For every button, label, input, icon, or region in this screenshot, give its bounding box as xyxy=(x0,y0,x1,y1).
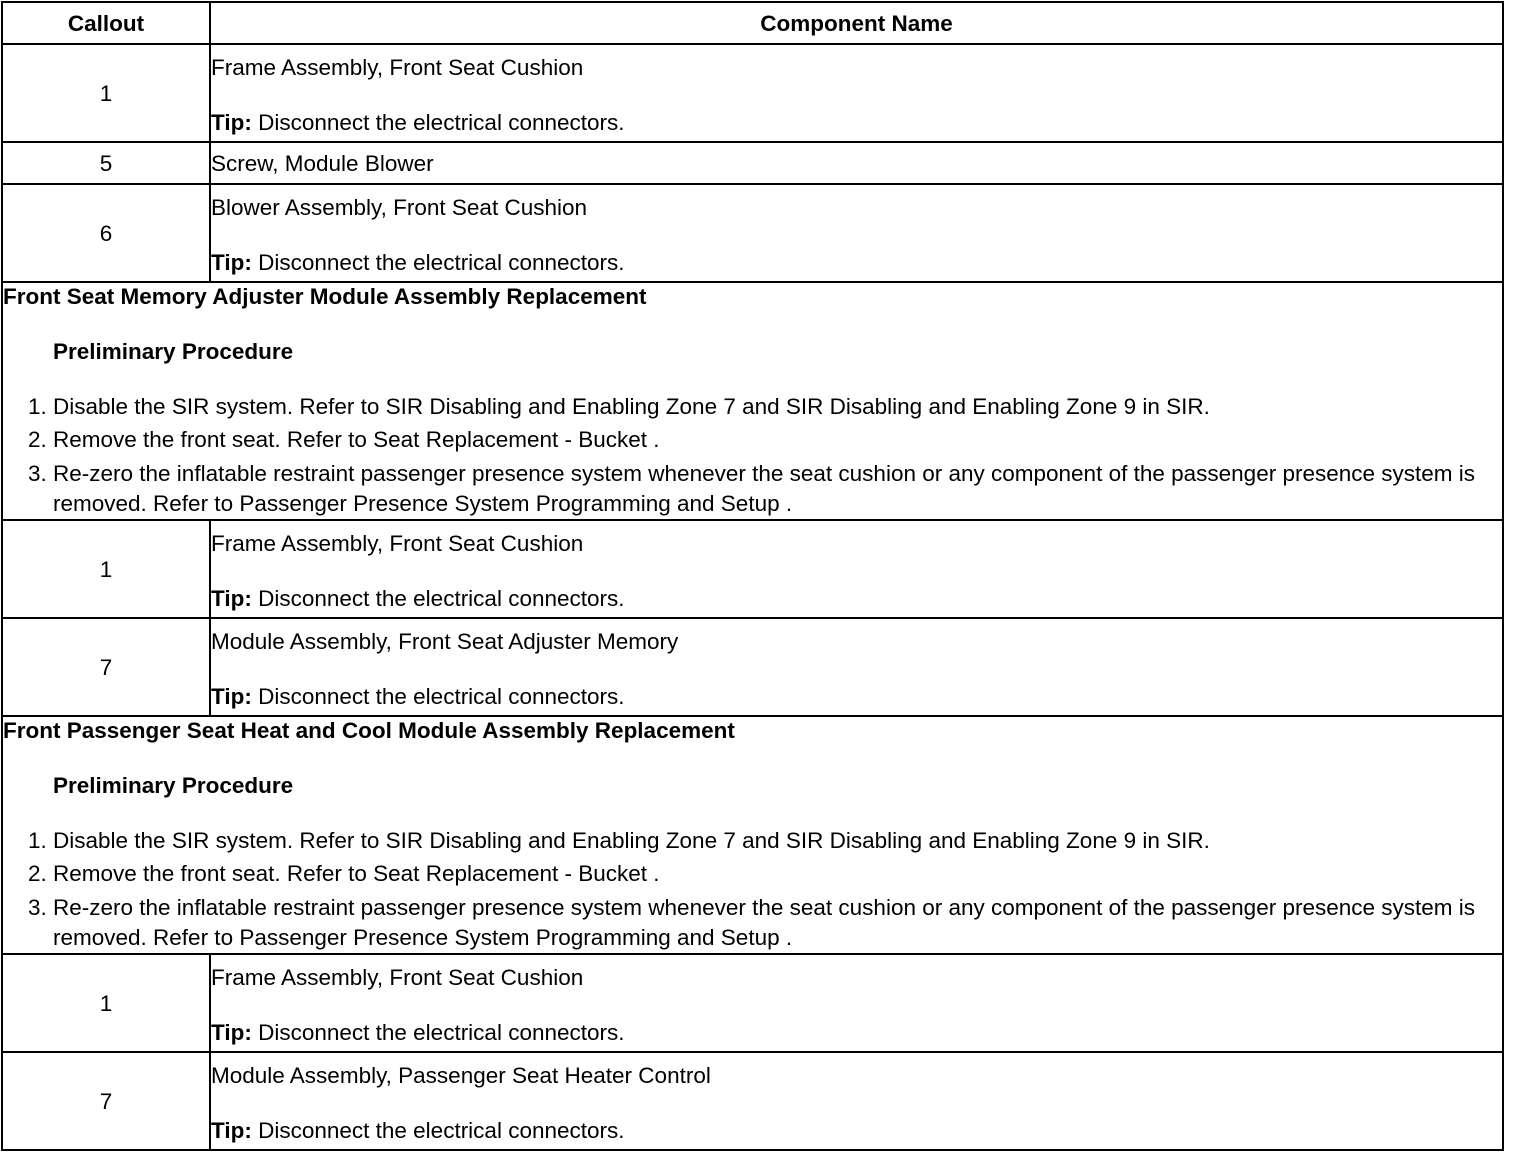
callout-cell: 7 xyxy=(2,1052,210,1150)
tip-text xyxy=(211,249,1502,276)
procedure-steps xyxy=(3,827,1502,953)
section-title: Front Passenger Seat Heat and Cool Module Assembly Replacement xyxy=(3,718,735,743)
component-cell xyxy=(210,184,1503,282)
callout-cell: 1 xyxy=(2,954,210,1052)
callout-cell: 6 xyxy=(2,184,210,282)
component-cell xyxy=(210,44,1503,142)
tip-text xyxy=(211,1117,1502,1144)
component-cell xyxy=(210,1052,1503,1150)
procedure-step: 2. Remove the front seat. Refer to Seat Replacement - Bucket . xyxy=(53,860,1502,887)
tip-label: Tip: xyxy=(211,110,252,135)
callout-cell: 5 xyxy=(2,142,210,184)
component-name: Module Assembly, Passenger Seat Heater Control xyxy=(211,1063,711,1088)
section-row xyxy=(2,716,1503,954)
section-row xyxy=(2,282,1503,520)
procedure-step: 1. Disable the SIR system. Refer to SIR Disabling and Enabling Zone 7 and SIR Disabling and Enabling Zone 9 in SIR. xyxy=(53,393,1502,420)
component-name: Frame Assembly, Front Seat Cushion xyxy=(211,55,584,80)
table-row xyxy=(2,954,1503,1052)
tip-body: Disconnect the electrical connectors. xyxy=(251,586,625,611)
table-row xyxy=(2,1052,1503,1150)
table-row xyxy=(2,184,1503,282)
tip-label: Tip: xyxy=(211,684,252,709)
table-row xyxy=(2,520,1503,618)
tip-body: Disconnect the electrical connectors. xyxy=(251,1118,625,1143)
procedure-step: 3. Re-zero the inflatable restraint passenger presence system whenever the seat cushion or any component of the passenger presence system is removed. Refer to Passenger Presence System Programming and Setup . xyxy=(53,459,1502,519)
component-name: Module Assembly, Front Seat Adjuster Memory xyxy=(211,629,679,654)
tip-label: Tip: xyxy=(211,250,252,275)
component-cell xyxy=(210,954,1503,1052)
section-title: Front Seat Memory Adjuster Module Assembly Replacement xyxy=(3,284,647,309)
procedure-section xyxy=(2,282,1503,520)
tip-body: Disconnect the electrical connectors. xyxy=(251,110,625,135)
component-cell xyxy=(210,520,1503,618)
tip-text xyxy=(211,585,1502,612)
component-name: Frame Assembly, Front Seat Cushion xyxy=(211,965,584,990)
component-table xyxy=(1,1,1504,1151)
component-name: Screw, Module Blower xyxy=(211,151,434,176)
procedure-step: 3. Re-zero the inflatable restraint passenger presence system whenever the seat cushion or any component of the passenger presence system is removed. Refer to Passenger Presence System Programming and Setup . xyxy=(53,893,1502,953)
component-name: Frame Assembly, Front Seat Cushion xyxy=(211,531,584,556)
component-cell xyxy=(210,142,1503,184)
header-component-name: Component Name xyxy=(210,2,1503,44)
tip-text xyxy=(211,683,1502,710)
header-row xyxy=(2,2,1503,44)
tip-body: Disconnect the electrical connectors. xyxy=(251,1020,625,1045)
table-row xyxy=(2,142,1503,184)
tip-text xyxy=(211,109,1502,136)
section-subtitle: Preliminary Procedure xyxy=(53,339,294,364)
tip-label: Tip: xyxy=(211,586,252,611)
procedure-step: 2. Remove the front seat. Refer to Seat Replacement - Bucket . xyxy=(53,426,1502,453)
procedure-section xyxy=(2,716,1503,954)
component-name: Blower Assembly, Front Seat Cushion xyxy=(211,195,587,220)
tip-body: Disconnect the electrical connectors. xyxy=(251,684,625,709)
callout-cell: 7 xyxy=(2,618,210,716)
table-row xyxy=(2,618,1503,716)
tip-body: Disconnect the electrical connectors. xyxy=(251,250,625,275)
procedure-step: 1. Disable the SIR system. Refer to SIR Disabling and Enabling Zone 7 and SIR Disabling and Enabling Zone 9 in SIR. xyxy=(53,827,1502,854)
callout-cell: 1 xyxy=(2,44,210,142)
tip-label: Tip: xyxy=(211,1020,252,1045)
tip-label: Tip: xyxy=(211,1118,252,1143)
header-callout: Callout xyxy=(2,2,210,44)
component-cell xyxy=(210,618,1503,716)
callout-cell: 1 xyxy=(2,520,210,618)
procedure-steps xyxy=(3,393,1502,519)
table-row xyxy=(2,44,1503,142)
section-subtitle: Preliminary Procedure xyxy=(53,773,294,798)
tip-text xyxy=(211,1019,1502,1046)
